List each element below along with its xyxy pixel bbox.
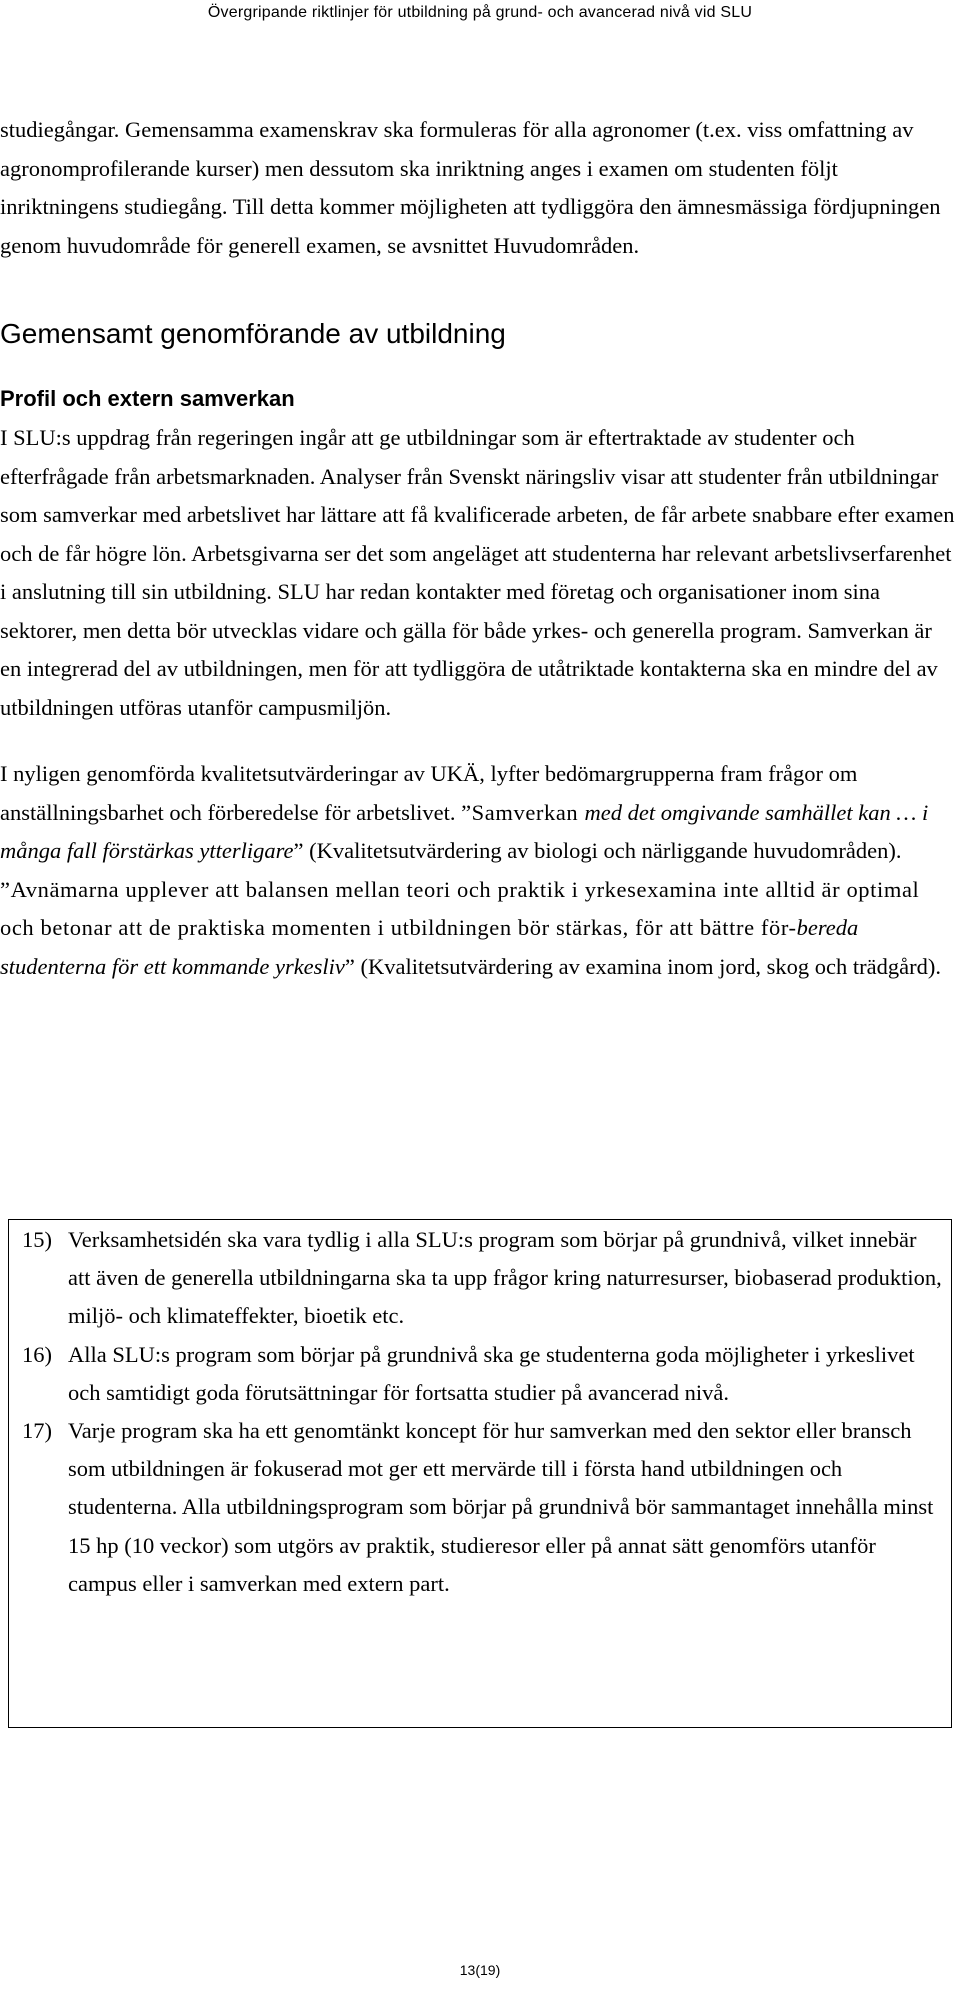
quote2-italic: bereda studenterna för ett kommande yrkesliv: [0, 915, 859, 979]
quote2-source: (Kvalitetsutvärdering av examina inom jord, skog och trädgård).: [360, 953, 941, 979]
quote2-text: ”Avnämarna upplever att balansen mellan teori och praktik i yrkesexamina inte alltid är optimal och betonar att de praktiska momenten i utbildningen bör stärkas, för att bättre för-: [0, 876, 920, 940]
page-header: Övergripande riktlinjer för utbildning på grund- och avancerad nivå vid SLU: [207, 4, 753, 21]
requirement-text: Alla SLU:s program som börjar på grundnivå ska ge studenterna goda möjligheter i yrkeslivet och samtidigt goda förutsättningar för fortsatta studier på avancerad nivå.: [68, 1341, 915, 1405]
requirement-item-16: [22, 1336, 942, 1412]
quote1-source: (Kvalitetsutvärdering av biologi och närliggande huvudområden).: [309, 838, 902, 863]
requirement-number: 16): [22, 1341, 52, 1367]
quote2-close: ”: [344, 953, 361, 979]
quote1-text: med det omgivande samhället kan … i många fall förstärkas ytterligare: [0, 799, 929, 863]
section-heading: Gemensamt genomförande av utbildning: [0, 318, 506, 349]
quality-evaluation-paragraph: [0, 755, 955, 986]
subsection-heading: Profil och extern samverkan: [0, 386, 295, 411]
requirement-text: Varje program ska ha ett genomtänkt koncept för hur samverkan med den sektor eller bransch som utbildningen är fokuserad mot ger ett mervärde till i första hand utbildningen och studenterna. Alla utbildningsprogram som börjar på grundnivå bör sammantaget innehålla minst 15 hp (10 veckor) som utgörs av praktik, studieresor eller på annat sätt genomförs utanför campus eller i samverkan med extern part.: [68, 1418, 934, 1596]
quote1-close: ”: [293, 838, 310, 863]
requirement-item-17: [22, 1412, 942, 1603]
requirements-list: [22, 1221, 942, 1603]
requirement-number: 15): [22, 1227, 52, 1252]
requirement-item-15: [22, 1221, 942, 1336]
document-body: [0, 111, 955, 986]
page-number: 13(19): [459, 1962, 501, 1978]
quote1-open: ”Samverkan: [461, 799, 585, 825]
paragraph-lead: I nyligen genomförda kvalitetsutvärderingar av UKÄ, lyfter bedömargrupperna fram frågor om anställningsbarhet och förberedelse för arbetslivet.: [0, 761, 858, 825]
requirement-text: Verksamhetsidén ska vara tydlig i alla SLU:s program som börjar på grundnivå, vilket innebär att även de generella utbildningarna ska ta upp frågor kring naturresurser, biobaserad produktion, miljö- och klimateffekter, bioetik etc.: [68, 1227, 942, 1329]
requirement-number: 17): [22, 1418, 52, 1444]
samverkan-paragraph: I SLU:s uppdrag från regeringen ingår att ge utbildningar som är eftertraktade av studenter och efterfrågade från arbetsmarknaden. Analyser från Svenskt näringsliv visar att studenter från utbildningar som samverkar med arbetslivet har lättare att få kvalificerade arbeten, de får arbete snabbare efter examen och de får högre lön. Arbetsgivarna ser det som angeläget att studenterna har relevant arbetslivserfarenhet i anslutning till sin utbildning. SLU har redan kontakter med företag och organisationer inom sina sektorer, men detta bör utvecklas vidare och gälla för både yrkes- och generella program. Samverkan är en integrerad del av utbildningen, men för att tydliggöra de utåtriktade kontakterna ska en mindre del av utbildningen utföras utanför campusmiljön.: [0, 425, 955, 720]
intro-paragraph: studiegångar. Gemensamma examenskrav ska formuleras för alla agronomer (t.ex. viss omfattning av agronomprofilerande kurser) men dessutom ska inriktning anges i examen om studenten följt inriktningens studiegång. Till detta kommer möjligheten att tydliggöra den ämnesmässiga fördjupningen genom huvudområde för generell examen, se avsnittet Huvudområden.: [0, 117, 941, 258]
